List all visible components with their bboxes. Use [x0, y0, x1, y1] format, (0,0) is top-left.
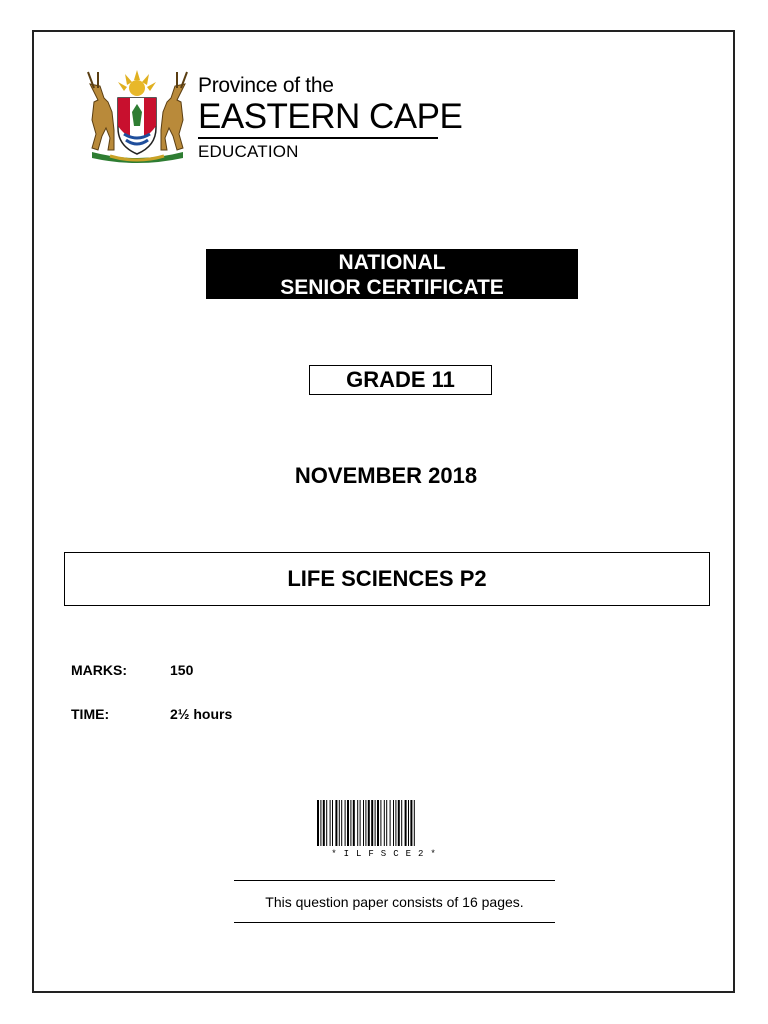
logo-province-name: EASTERN CAPE [198, 97, 463, 136]
barcode-bar [350, 800, 351, 846]
footer-rule-bottom [234, 922, 555, 923]
barcode-bar [341, 800, 342, 846]
barcode-bar [326, 800, 327, 846]
certificate-line-1: NATIONAL [338, 251, 446, 274]
barcode-bar [323, 800, 325, 846]
barcode-bar [375, 800, 376, 846]
barcode-bar [335, 800, 337, 846]
barcode-bar [320, 800, 321, 846]
barcode-bar [410, 800, 412, 846]
barcode-bars [316, 800, 458, 846]
barcode-bar [408, 800, 409, 846]
barcode-bar [368, 800, 370, 846]
barcode-bar [317, 800, 319, 846]
barcode-bar [357, 800, 358, 846]
logo-department: EDUCATION [198, 142, 299, 161]
barcode-caption: *ILFSCE2* [331, 849, 443, 859]
marks-label: MARKS: [71, 662, 127, 678]
time-label: TIME: [71, 706, 110, 722]
barcode-bar [395, 800, 396, 846]
barcode-bar [401, 800, 402, 846]
coat-of-arms-icon [80, 68, 195, 168]
marks-value: 150 [170, 662, 194, 678]
time-value: 2½ hours [170, 706, 233, 722]
barcode-bar [330, 800, 331, 846]
certificate-banner [206, 249, 578, 299]
barcode-bar [371, 800, 373, 846]
barcode-bar [398, 800, 400, 846]
barcode-bar [360, 800, 361, 846]
page-count-note: This question paper consists of 16 pages. [265, 894, 524, 910]
certificate-line-2: SENIOR CERTIFICATE [280, 276, 504, 299]
barcode-bar [339, 800, 340, 846]
barcode-bar [405, 800, 407, 846]
exam-period: NOVEMBER 2018 [294, 463, 478, 488]
subject-title: LIFE SCIENCES P2 [64, 552, 710, 606]
grade-box: GRADE 11 [309, 365, 492, 395]
barcode-bar [386, 800, 387, 846]
logo-divider [198, 137, 438, 139]
logo-province-label: Province of the [198, 74, 334, 97]
barcode-bar [365, 800, 366, 846]
barcode-bar [393, 800, 394, 846]
barcode-bar [390, 800, 391, 846]
barcode-bar [363, 800, 364, 846]
barcode-bar [347, 800, 349, 846]
barcode-bar [345, 800, 346, 846]
barcode-bar [377, 800, 379, 846]
barcode-bar [332, 800, 333, 846]
footer-rule-top [234, 880, 555, 881]
barcode-bar [384, 800, 385, 846]
barcode-bar [353, 800, 355, 846]
barcode-bar [414, 800, 415, 846]
barcode [316, 800, 458, 862]
barcode-bar [380, 800, 381, 846]
province-logo [80, 68, 463, 168]
logo-wordmark [198, 74, 463, 162]
